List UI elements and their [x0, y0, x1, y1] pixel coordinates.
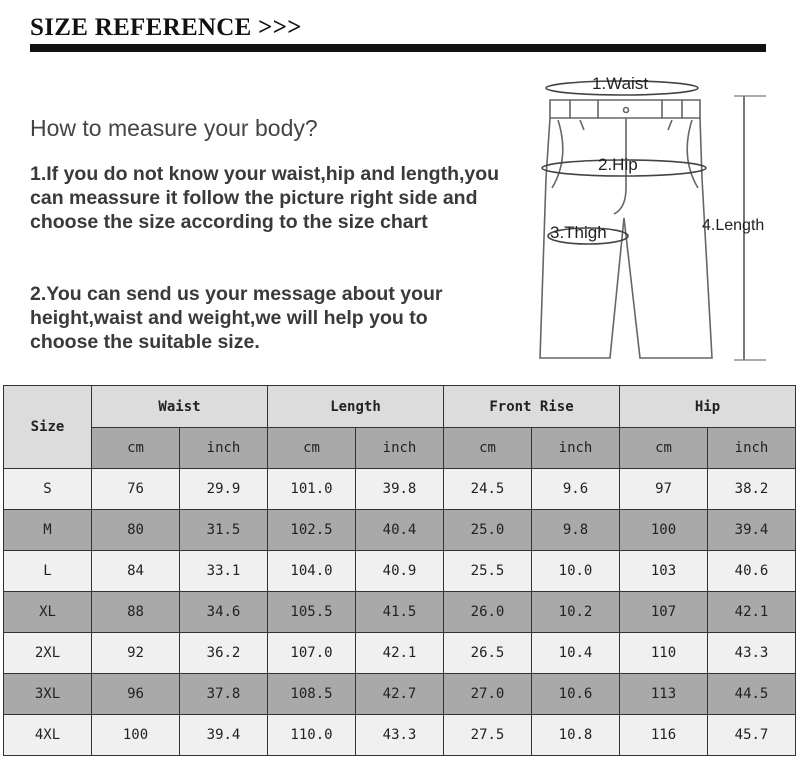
value-cell: 10.6 [532, 674, 620, 715]
value-cell: 10.4 [532, 633, 620, 674]
value-cell: 76 [92, 469, 180, 510]
value-cell: 33.1 [180, 551, 268, 592]
value-cell: 84 [92, 551, 180, 592]
value-cell: 103 [620, 551, 708, 592]
value-cell: 37.8 [180, 674, 268, 715]
value-cell: 38.2 [708, 469, 796, 510]
value-cell: 96 [92, 674, 180, 715]
value-cell: 43.3 [708, 633, 796, 674]
value-cell: 97 [620, 469, 708, 510]
value-cell: 9.6 [532, 469, 620, 510]
value-cell: 40.9 [356, 551, 444, 592]
group-header-length: Length [268, 386, 444, 428]
value-cell: 9.8 [532, 510, 620, 551]
guide-paragraph-1: 1.If you do not know your waist,hip and length,you can meassure it follow the picture right side and choose the size according to the size chart [30, 163, 500, 233]
value-cell: 107.0 [268, 633, 356, 674]
table-row [4, 715, 796, 756]
value-cell: 25.5 [444, 551, 532, 592]
size-table-body [4, 469, 796, 756]
thigh-label: 3.Thigh [550, 223, 607, 242]
value-cell: 108.5 [268, 674, 356, 715]
value-cell: 104.0 [268, 551, 356, 592]
table-row [4, 510, 796, 551]
value-cell: 100 [92, 715, 180, 756]
value-cell: 45.7 [708, 715, 796, 756]
unit-header: inch [708, 428, 796, 469]
value-cell: 42.1 [356, 633, 444, 674]
value-cell: 101.0 [268, 469, 356, 510]
table-row [4, 551, 796, 592]
value-cell: 29.9 [180, 469, 268, 510]
title-underline [30, 44, 766, 52]
group-header-hip: Hip [620, 386, 796, 428]
pants-measurement-diagram [530, 68, 790, 368]
value-cell: 34.6 [180, 592, 268, 633]
value-cell: 42.7 [356, 674, 444, 715]
value-cell: 88 [92, 592, 180, 633]
value-cell: 110 [620, 633, 708, 674]
unit-header: cm [268, 428, 356, 469]
value-cell: 80 [92, 510, 180, 551]
hip-label: 2.Hip [598, 155, 638, 174]
size-chart-table [3, 385, 796, 756]
value-cell: 41.5 [356, 592, 444, 633]
size-cell: M [4, 510, 92, 551]
value-cell: 92 [92, 633, 180, 674]
table-row [4, 592, 796, 633]
group-header-front-rise: Front Rise [444, 386, 620, 428]
size-cell: 3XL [4, 674, 92, 715]
value-cell: 26.5 [444, 633, 532, 674]
value-cell: 113 [620, 674, 708, 715]
table-row [4, 633, 796, 674]
value-cell: 36.2 [180, 633, 268, 674]
length-label: 4.Length [702, 217, 765, 234]
value-cell: 40.4 [356, 510, 444, 551]
size-cell: S [4, 469, 92, 510]
value-cell: 24.5 [444, 469, 532, 510]
value-cell: 43.3 [356, 715, 444, 756]
unit-header: inch [180, 428, 268, 469]
size-cell: L [4, 551, 92, 592]
value-cell: 39.8 [356, 469, 444, 510]
value-cell: 40.6 [708, 551, 796, 592]
value-cell: 105.5 [268, 592, 356, 633]
value-cell: 100 [620, 510, 708, 551]
value-cell: 10.2 [532, 592, 620, 633]
table-row [4, 674, 796, 715]
value-cell: 31.5 [180, 510, 268, 551]
unit-header: cm [620, 428, 708, 469]
value-cell: 110.0 [268, 715, 356, 756]
table-row [4, 469, 796, 510]
unit-header: cm [92, 428, 180, 469]
unit-header: cm [444, 428, 532, 469]
value-cell: 102.5 [268, 510, 356, 551]
value-cell: 39.4 [708, 510, 796, 551]
value-cell: 107 [620, 592, 708, 633]
value-cell: 44.5 [708, 674, 796, 715]
value-cell: 27.0 [444, 674, 532, 715]
guide-paragraph-2: 2.You can send us your message about your height,waist and weight,we will help you to choose the suitable size. [30, 283, 443, 353]
value-cell: 10.8 [532, 715, 620, 756]
value-cell: 25.0 [444, 510, 532, 551]
value-cell: 26.0 [444, 592, 532, 633]
unit-header: inch [532, 428, 620, 469]
page-title: SIZE REFERENCE >>> [30, 14, 302, 41]
guide-heading: How to measure your body? [30, 115, 318, 141]
value-cell: 116 [620, 715, 708, 756]
value-cell: 27.5 [444, 715, 532, 756]
size-cell: 4XL [4, 715, 92, 756]
size-cell: XL [4, 592, 92, 633]
value-cell: 10.0 [532, 551, 620, 592]
value-cell: 42.1 [708, 592, 796, 633]
waist-label: 1.Waist [592, 74, 649, 93]
group-header-waist: Waist [92, 386, 268, 428]
unit-header: inch [356, 428, 444, 469]
value-cell: 39.4 [180, 715, 268, 756]
size-cell: 2XL [4, 633, 92, 674]
size-column-header: Size [4, 386, 92, 469]
